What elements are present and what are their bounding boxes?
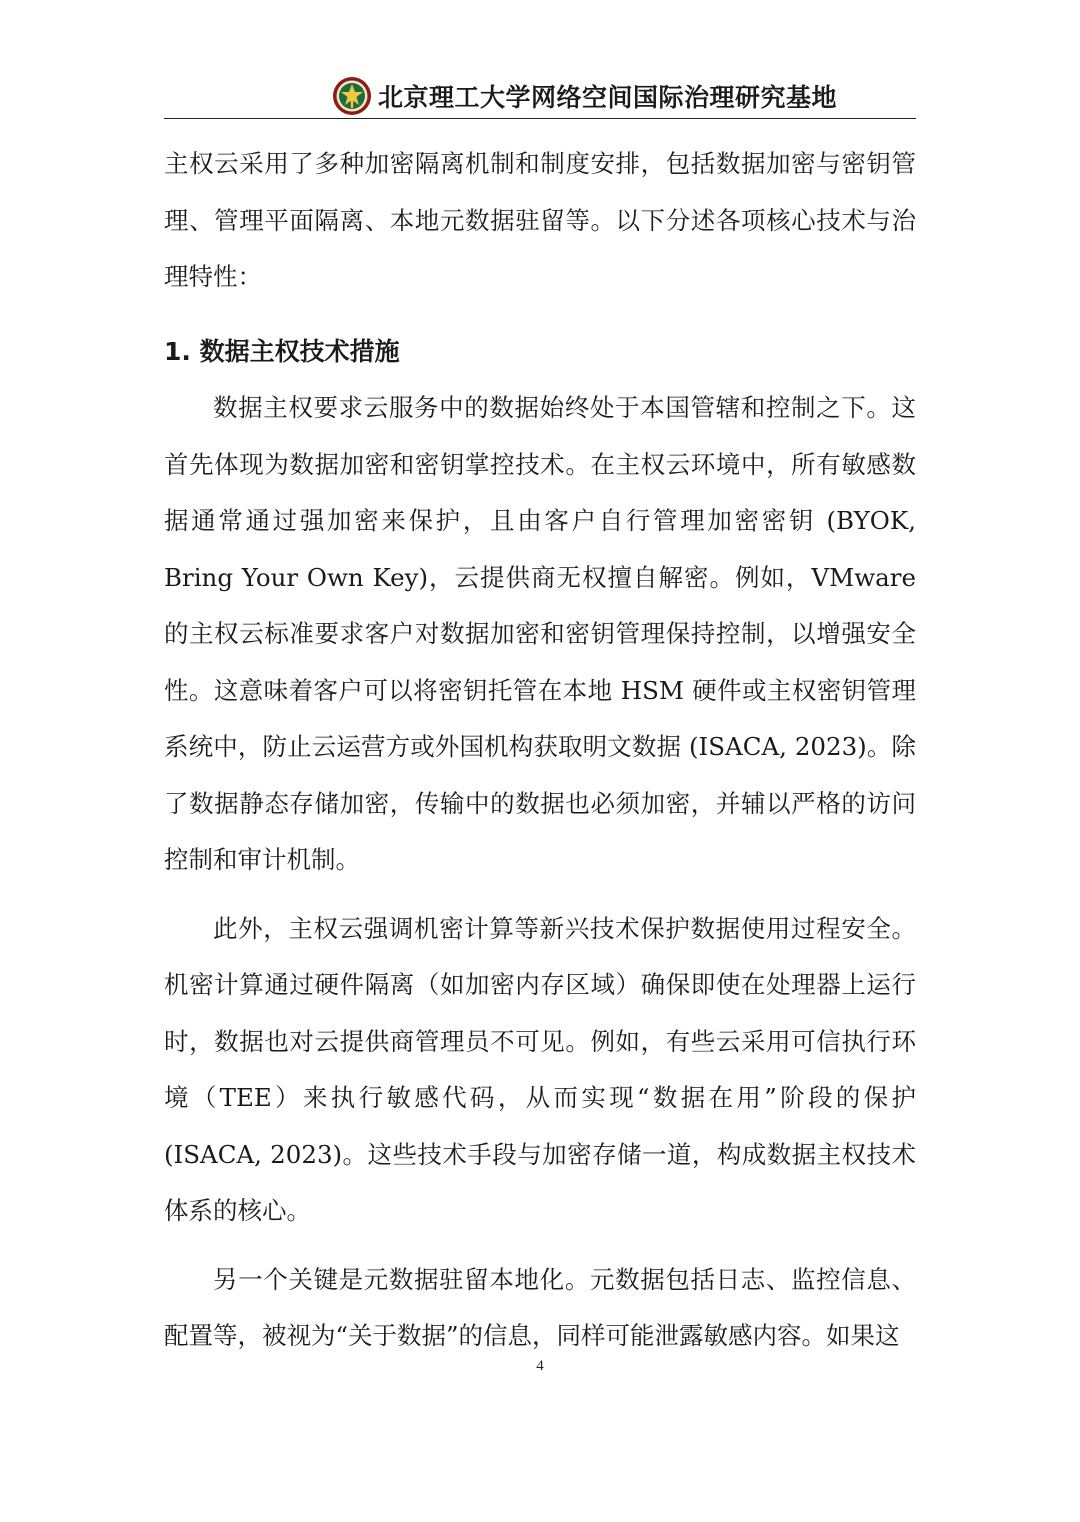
spacer [164, 306, 916, 318]
body-paragraph-1: 数据主权要求云服务中的数据始终处于本国管辖和控制之下。这首先体现为数据加密和密钥掌控技术。在主权云环境中，所有敏感数据通常通过强加密来保护，且由客户自行管理加密密钥 (BYOK, Bring Your Own Key)，云提供商无权擅自解密。例如，VMware 的主权云标准要求客户对数据加密和密钥管理保持控制，以增强安全性。这意味着客户可以将密钥托管在本地 HSM 硬件或主权密钥管理系统中，防止云运营方或外国机构获取明文数据 (ISACA, 2023)。除了数据静态存储加密，传输中的数据也必须加密，并辅以严格的访问控制和审计机制。 [164, 393, 916, 874]
spacer [164, 889, 916, 901]
spacer [164, 1240, 916, 1252]
page-number: 4 [536, 1358, 544, 1374]
header-brand [332, 72, 837, 120]
body-paragraph-3: 另一个关键是元数据驻留本地化。元数据包括日志、监控信息、配置等，被视为“关于数据”的信息，同样可能泄露敏感内容。如果这 [164, 1264, 916, 1350]
header-divider [164, 118, 916, 119]
section-heading: 1. 数据主权技术措施 [164, 336, 400, 366]
university-seal-icon [332, 76, 372, 116]
page-header [0, 72, 1080, 120]
body-paragraph-2: 此外，主权云强调机密计算等新兴技术保护数据使用过程安全。机密计算通过硬件隔离（如加密内存区域）确保即使在处理器上运行时，数据也对云提供商管理员不可见。例如，有些云采用可信执行环境（TEE）来执行敏感代码，从而实现“数据在用”阶段的保护 (ISACA, 2023)。这些技术手段与加密存储一道，构成数据主权技术体系的核心。 [164, 913, 916, 1225]
document-body [164, 136, 916, 1365]
intro-paragraph: 主权云采用了多种加密隔离机制和制度安排，包括数据加密与密钥管理、管理平面隔离、本地元数据驻留等。以下分述各项核心技术与治理特性： [164, 149, 916, 291]
header-title: 北京理工大学网络空间国际治理研究基地 [378, 83, 838, 112]
